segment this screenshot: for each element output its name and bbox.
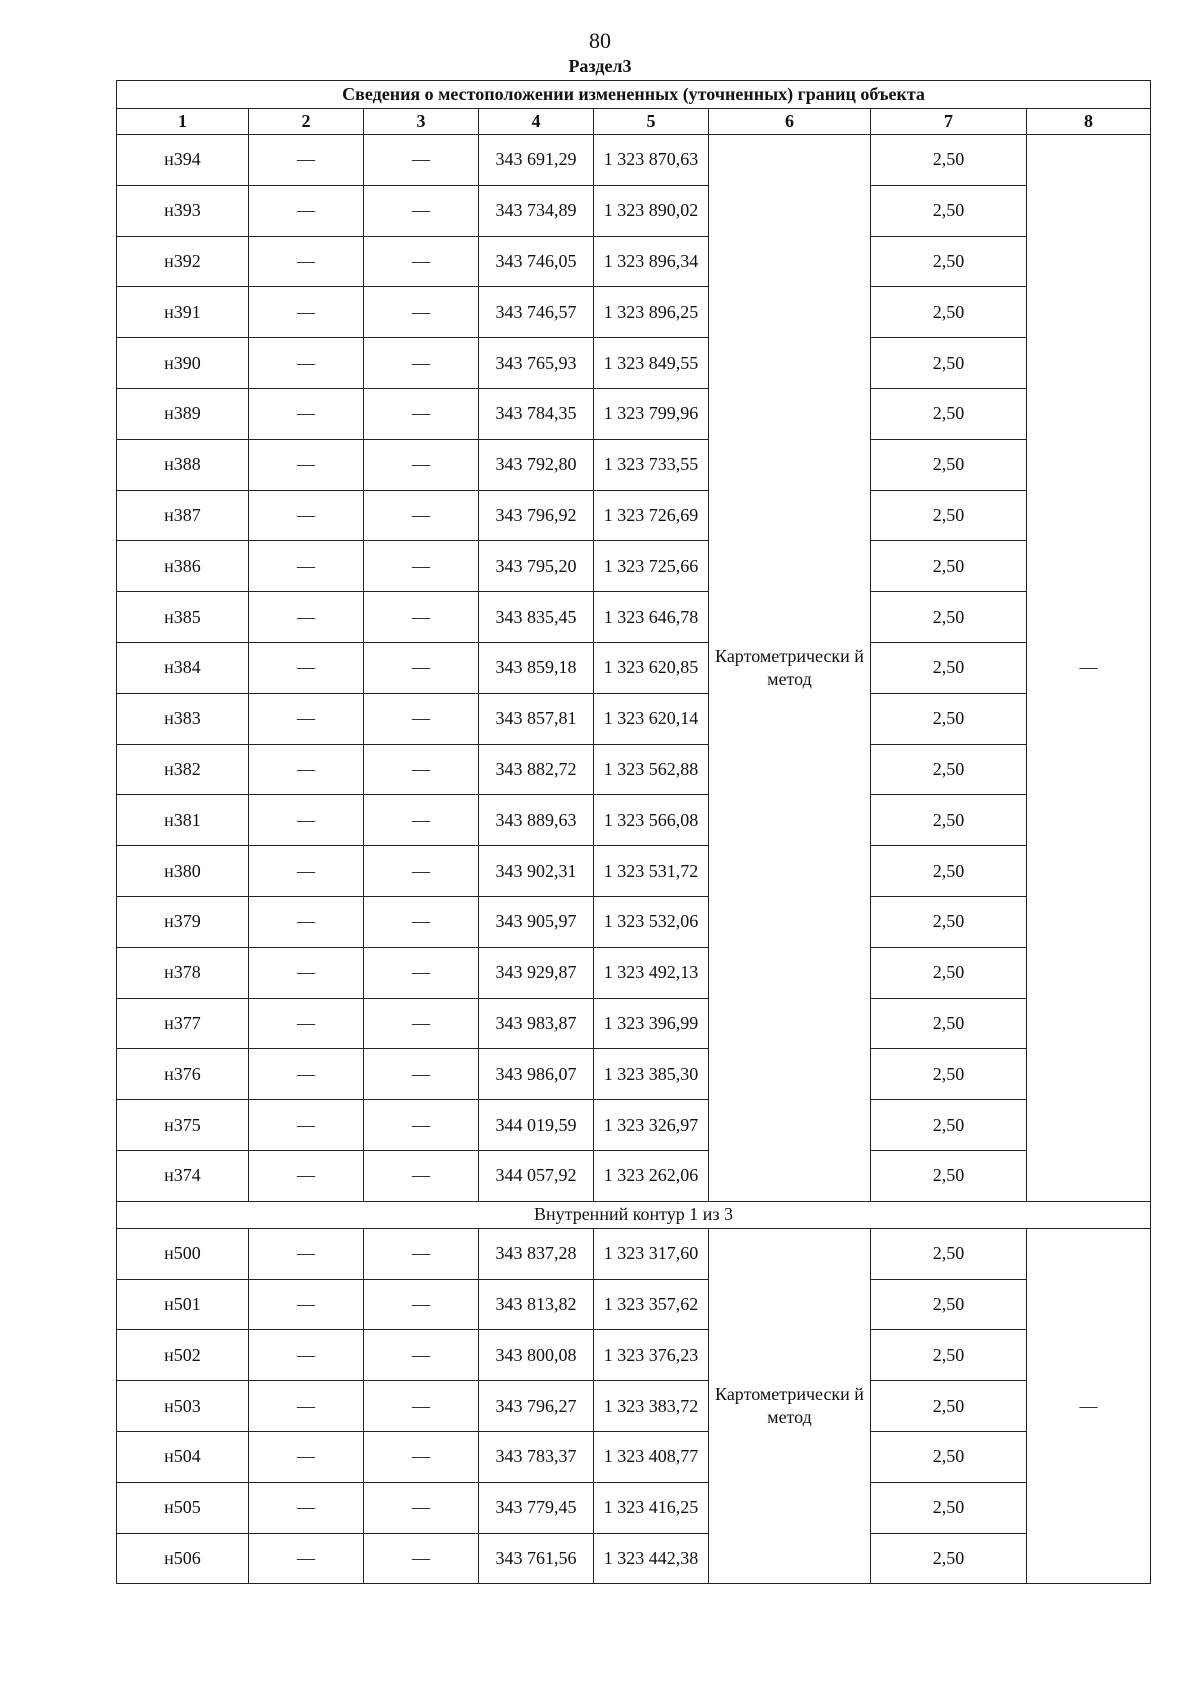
y-coordinate-cell: 1 323 725,66: [594, 541, 709, 592]
point-name-cell: н375: [117, 1100, 249, 1151]
col2-cell: —: [249, 693, 364, 744]
accuracy-cell: 2,50: [871, 541, 1027, 592]
y-coordinate-cell: 1 323 408,77: [594, 1431, 709, 1482]
x-coordinate-cell: 343 795,20: [479, 541, 594, 592]
col3-cell: —: [364, 1228, 479, 1279]
col2-cell: —: [249, 947, 364, 998]
point-name-cell: н387: [117, 490, 249, 541]
accuracy-cell: 2,50: [871, 998, 1027, 1049]
col2-cell: —: [249, 541, 364, 592]
x-coordinate-cell: 343 902,31: [479, 846, 594, 897]
x-coordinate-cell: 343 889,63: [479, 795, 594, 846]
point-name-cell: н500: [117, 1228, 249, 1279]
point-name-cell: н506: [117, 1533, 249, 1584]
col3-cell: —: [364, 998, 479, 1049]
column-header: 1: [117, 109, 249, 135]
point-name-cell: н382: [117, 744, 249, 795]
x-coordinate-cell: 343 779,45: [479, 1482, 594, 1533]
point-name-cell: н388: [117, 439, 249, 490]
accuracy-cell: 2,50: [871, 185, 1027, 236]
accuracy-cell: 2,50: [871, 1279, 1027, 1330]
point-name-cell: н504: [117, 1431, 249, 1482]
y-coordinate-cell: 1 323 442,38: [594, 1533, 709, 1584]
table-row: [117, 1330, 1151, 1381]
x-coordinate-cell: 343 929,87: [479, 947, 594, 998]
column-header: 2: [249, 109, 364, 135]
table-row: [117, 388, 1151, 439]
x-coordinate-cell: 343 784,35: [479, 388, 594, 439]
y-coordinate-cell: 1 323 849,55: [594, 338, 709, 389]
table-row: [117, 693, 1151, 744]
point-name-cell: н377: [117, 998, 249, 1049]
method-cell: Картометрически й метод: [709, 1228, 871, 1584]
accuracy-cell: 2,50: [871, 896, 1027, 947]
point-name-cell: н392: [117, 236, 249, 287]
accuracy-cell: 2,50: [871, 592, 1027, 643]
col2-cell: —: [249, 1150, 364, 1201]
col2-cell: —: [249, 744, 364, 795]
y-coordinate-cell: 1 323 726,69: [594, 490, 709, 541]
col2-cell: —: [249, 592, 364, 643]
col2-cell: —: [249, 287, 364, 338]
x-coordinate-cell: 344 057,92: [479, 1150, 594, 1201]
table-caption-row: [117, 81, 1151, 109]
accuracy-cell: 2,50: [871, 1482, 1027, 1533]
col2-cell: —: [249, 439, 364, 490]
point-name-cell: н386: [117, 541, 249, 592]
table-row: [117, 236, 1151, 287]
table-row: [117, 541, 1151, 592]
table-row: [117, 1100, 1151, 1151]
y-coordinate-cell: 1 323 357,62: [594, 1279, 709, 1330]
section-title: Раздел3: [568, 56, 632, 76]
table-row: [117, 592, 1151, 643]
col3-cell: —: [364, 1049, 479, 1100]
x-coordinate-cell: 343 837,28: [479, 1228, 594, 1279]
table-row: [117, 1150, 1151, 1201]
column-header: 8: [1027, 109, 1151, 135]
table-row: [117, 185, 1151, 236]
column-header: 5: [594, 109, 709, 135]
y-coordinate-cell: 1 323 620,85: [594, 642, 709, 693]
col2-cell: —: [249, 1482, 364, 1533]
accuracy-cell: 2,50: [871, 1150, 1027, 1201]
table-row: [117, 947, 1151, 998]
col2-cell: —: [249, 1279, 364, 1330]
x-coordinate-cell: 344 019,59: [479, 1100, 594, 1151]
accuracy-cell: 2,50: [871, 1228, 1027, 1279]
point-name-cell: н383: [117, 693, 249, 744]
x-coordinate-cell: 343 792,80: [479, 439, 594, 490]
col2-cell: —: [249, 998, 364, 1049]
x-coordinate-cell: 343 761,56: [479, 1533, 594, 1584]
accuracy-cell: 2,50: [871, 1533, 1027, 1584]
point-name-cell: н393: [117, 185, 249, 236]
col3-cell: —: [364, 185, 479, 236]
col2-cell: —: [249, 1431, 364, 1482]
y-coordinate-cell: 1 323 566,08: [594, 795, 709, 846]
table-row: [117, 642, 1151, 693]
x-coordinate-cell: 343 859,18: [479, 642, 594, 693]
coordinates-table: [116, 80, 1151, 1584]
col3-cell: —: [364, 1330, 479, 1381]
table-row: [117, 1482, 1151, 1533]
accuracy-cell: 2,50: [871, 1330, 1027, 1381]
y-coordinate-cell: 1 323 870,63: [594, 135, 709, 186]
col2-cell: —: [249, 642, 364, 693]
y-coordinate-cell: 1 323 733,55: [594, 439, 709, 490]
y-coordinate-cell: 1 323 492,13: [594, 947, 709, 998]
column-header: 4: [479, 109, 594, 135]
col3-cell: —: [364, 1533, 479, 1584]
col2-cell: —: [249, 795, 364, 846]
col3-cell: —: [364, 947, 479, 998]
col3-cell: —: [364, 592, 479, 643]
col3-cell: —: [364, 1482, 479, 1533]
accuracy-cell: 2,50: [871, 388, 1027, 439]
table-row: [117, 439, 1151, 490]
contour-label-row: [117, 1201, 1151, 1228]
col3-cell: —: [364, 744, 479, 795]
table-row: [117, 896, 1151, 947]
col2-cell: —: [249, 846, 364, 897]
column-header: 3: [364, 109, 479, 135]
column-header: 6: [709, 109, 871, 135]
table-row: [117, 1381, 1151, 1432]
x-coordinate-cell: 343 734,89: [479, 185, 594, 236]
x-coordinate-cell: 343 882,72: [479, 744, 594, 795]
col3-cell: —: [364, 135, 479, 186]
col2-cell: —: [249, 185, 364, 236]
table-row: [117, 998, 1151, 1049]
col3-cell: —: [364, 642, 479, 693]
table-caption: Сведения о местоположении измененных (уточненных) границ объекта: [117, 81, 1151, 109]
table-row: [117, 846, 1151, 897]
point-name-cell: н385: [117, 592, 249, 643]
y-coordinate-cell: 1 323 376,23: [594, 1330, 709, 1381]
col2-cell: —: [249, 1533, 364, 1584]
point-name-cell: н394: [117, 135, 249, 186]
x-coordinate-cell: 343 765,93: [479, 338, 594, 389]
y-coordinate-cell: 1 323 896,25: [594, 287, 709, 338]
col3-cell: —: [364, 1431, 479, 1482]
x-coordinate-cell: 343 746,57: [479, 287, 594, 338]
x-coordinate-cell: 343 835,45: [479, 592, 594, 643]
col3-cell: —: [364, 541, 479, 592]
x-coordinate-cell: 343 746,05: [479, 236, 594, 287]
contour-label: Внутренний контур 1 из 3: [117, 1201, 1151, 1228]
accuracy-cell: 2,50: [871, 287, 1027, 338]
col2-cell: —: [249, 1330, 364, 1381]
accuracy-cell: 2,50: [871, 439, 1027, 490]
accuracy-cell: 2,50: [871, 338, 1027, 389]
y-coordinate-cell: 1 323 531,72: [594, 846, 709, 897]
y-coordinate-cell: 1 323 262,06: [594, 1150, 709, 1201]
col2-cell: —: [249, 236, 364, 287]
method-cell: Картометрически й метод: [709, 135, 871, 1202]
table-row: [117, 1533, 1151, 1584]
y-coordinate-cell: 1 323 396,99: [594, 998, 709, 1049]
x-coordinate-cell: 343 986,07: [479, 1049, 594, 1100]
accuracy-cell: 2,50: [871, 693, 1027, 744]
y-coordinate-cell: 1 323 896,34: [594, 236, 709, 287]
x-coordinate-cell: 343 796,27: [479, 1381, 594, 1432]
accuracy-cell: 2,50: [871, 947, 1027, 998]
x-coordinate-cell: 343 905,97: [479, 896, 594, 947]
table-row: [117, 1279, 1151, 1330]
y-coordinate-cell: 1 323 646,78: [594, 592, 709, 643]
table-row: [117, 287, 1151, 338]
col3-cell: —: [364, 795, 479, 846]
y-coordinate-cell: 1 323 562,88: [594, 744, 709, 795]
col3-cell: —: [364, 236, 479, 287]
y-coordinate-cell: 1 323 317,60: [594, 1228, 709, 1279]
point-name-cell: н391: [117, 287, 249, 338]
col3-cell: —: [364, 338, 479, 389]
x-coordinate-cell: 343 796,92: [479, 490, 594, 541]
accuracy-cell: 2,50: [871, 490, 1027, 541]
col3-cell: —: [364, 287, 479, 338]
x-coordinate-cell: 343 983,87: [479, 998, 594, 1049]
col3-cell: —: [364, 1100, 479, 1151]
table-row: [117, 135, 1151, 186]
point-name-cell: н502: [117, 1330, 249, 1381]
point-name-cell: н376: [117, 1049, 249, 1100]
y-coordinate-cell: 1 323 385,30: [594, 1049, 709, 1100]
col2-cell: —: [249, 896, 364, 947]
point-name-cell: н390: [117, 338, 249, 389]
accuracy-cell: 2,50: [871, 1049, 1027, 1100]
col2-cell: —: [249, 490, 364, 541]
point-name-cell: н501: [117, 1279, 249, 1330]
y-coordinate-cell: 1 323 890,02: [594, 185, 709, 236]
col3-cell: —: [364, 693, 479, 744]
point-name-cell: н374: [117, 1150, 249, 1201]
col3-cell: —: [364, 846, 479, 897]
point-name-cell: н378: [117, 947, 249, 998]
x-coordinate-cell: 343 813,82: [479, 1279, 594, 1330]
col3-cell: —: [364, 896, 479, 947]
col8-cell: —: [1027, 1228, 1151, 1584]
x-coordinate-cell: 343 783,37: [479, 1431, 594, 1482]
table-row: [117, 1049, 1151, 1100]
col3-cell: —: [364, 388, 479, 439]
table-row: [117, 490, 1151, 541]
y-coordinate-cell: 1 323 326,97: [594, 1100, 709, 1151]
col3-cell: —: [364, 1279, 479, 1330]
table-row: [117, 1431, 1151, 1482]
x-coordinate-cell: 343 691,29: [479, 135, 594, 186]
col3-cell: —: [364, 490, 479, 541]
col3-cell: —: [364, 1150, 479, 1201]
col2-cell: —: [249, 388, 364, 439]
accuracy-cell: 2,50: [871, 1100, 1027, 1151]
col2-cell: —: [249, 1100, 364, 1151]
y-coordinate-cell: 1 323 532,06: [594, 896, 709, 947]
accuracy-cell: 2,50: [871, 846, 1027, 897]
col3-cell: —: [364, 439, 479, 490]
table-row: [117, 795, 1151, 846]
x-coordinate-cell: 343 800,08: [479, 1330, 594, 1381]
point-name-cell: н380: [117, 846, 249, 897]
accuracy-cell: 2,50: [871, 642, 1027, 693]
y-coordinate-cell: 1 323 416,25: [594, 1482, 709, 1533]
page-number: 80: [589, 28, 611, 53]
accuracy-cell: 2,50: [871, 1381, 1027, 1432]
accuracy-cell: 2,50: [871, 1431, 1027, 1482]
point-name-cell: н384: [117, 642, 249, 693]
table-row: [117, 1228, 1151, 1279]
col2-cell: —: [249, 135, 364, 186]
y-coordinate-cell: 1 323 383,72: [594, 1381, 709, 1432]
col2-cell: —: [249, 1381, 364, 1432]
point-name-cell: н389: [117, 388, 249, 439]
column-header: 7: [871, 109, 1027, 135]
y-coordinate-cell: 1 323 620,14: [594, 693, 709, 744]
table-row: [117, 338, 1151, 389]
point-name-cell: н379: [117, 896, 249, 947]
y-coordinate-cell: 1 323 799,96: [594, 388, 709, 439]
accuracy-cell: 2,50: [871, 236, 1027, 287]
table-row: [117, 744, 1151, 795]
accuracy-cell: 2,50: [871, 135, 1027, 186]
point-name-cell: н505: [117, 1482, 249, 1533]
col2-cell: —: [249, 338, 364, 389]
column-header-row: [117, 109, 1151, 135]
col8-cell: —: [1027, 135, 1151, 1202]
col2-cell: —: [249, 1049, 364, 1100]
x-coordinate-cell: 343 857,81: [479, 693, 594, 744]
point-name-cell: н381: [117, 795, 249, 846]
col3-cell: —: [364, 1381, 479, 1432]
point-name-cell: н503: [117, 1381, 249, 1432]
col2-cell: —: [249, 1228, 364, 1279]
accuracy-cell: 2,50: [871, 795, 1027, 846]
accuracy-cell: 2,50: [871, 744, 1027, 795]
